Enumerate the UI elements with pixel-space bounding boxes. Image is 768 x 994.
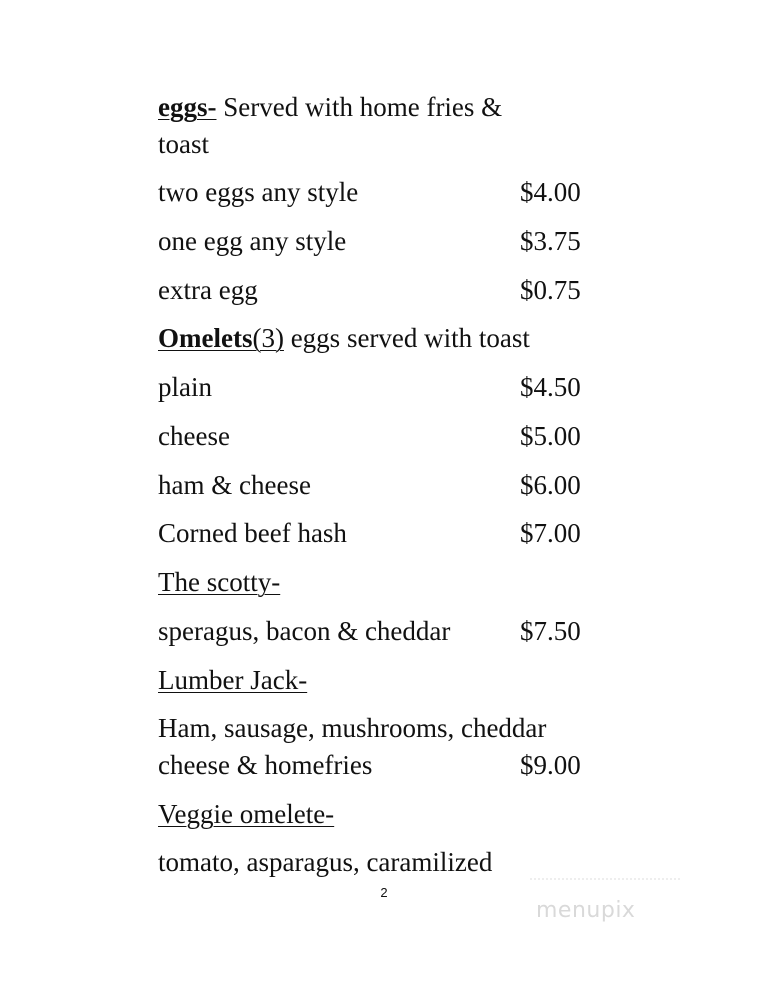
watermark-decoration xyxy=(530,878,680,890)
menu-item-name: cheese xyxy=(158,421,230,451)
eggs-description: Served with home fries & xyxy=(216,92,503,122)
menu-item-price: $7.00 xyxy=(520,518,581,548)
lumber-jack-description: Ham, sausage, mushrooms, cheddar xyxy=(158,713,547,743)
menu-item-price: $0.75 xyxy=(520,275,581,305)
scotty-description: speragus, bacon & cheddar xyxy=(158,616,451,646)
lumber-jack-price: $9.00 xyxy=(520,750,581,780)
scotty-title: The scotty- xyxy=(158,567,281,597)
menu-item-price: $3.75 xyxy=(520,226,581,256)
omelets-heading-line xyxy=(158,320,530,356)
menu-item-name: extra egg xyxy=(158,275,258,305)
watermark-logo: menupix xyxy=(536,898,636,923)
eggs-heading: eggs- xyxy=(158,92,217,122)
menu-item-name: plain xyxy=(158,372,212,402)
eggs-description-continued: toast xyxy=(158,129,209,159)
veggie-title: Veggie omelete- xyxy=(158,799,335,829)
menu-item-name: two eggs any style xyxy=(158,177,359,207)
menu-item-price: $4.00 xyxy=(520,177,581,207)
scotty-price: $7.50 xyxy=(520,616,581,646)
page-number: 2 xyxy=(380,885,388,900)
omelets-description: eggs served with toast xyxy=(283,323,530,353)
menu-item-name: one egg any style xyxy=(158,226,347,256)
menu-item-name: Corned beef hash xyxy=(158,518,347,548)
menu-item-price: $4.50 xyxy=(520,372,581,402)
omelets-heading: Omelets xyxy=(158,323,253,353)
lumber-jack-description-continued: cheese & homefries xyxy=(158,750,373,780)
veggie-description: tomato, asparagus, caramilized xyxy=(158,847,493,877)
menu-item-price: $5.00 xyxy=(520,421,581,451)
menu-item-name: ham & cheese xyxy=(158,470,311,500)
eggs-heading-line xyxy=(158,89,502,125)
menu-item-price: $6.00 xyxy=(520,470,581,500)
lumber-jack-title: Lumber Jack- xyxy=(158,665,308,695)
omelets-egg-count: (3) xyxy=(252,323,284,353)
